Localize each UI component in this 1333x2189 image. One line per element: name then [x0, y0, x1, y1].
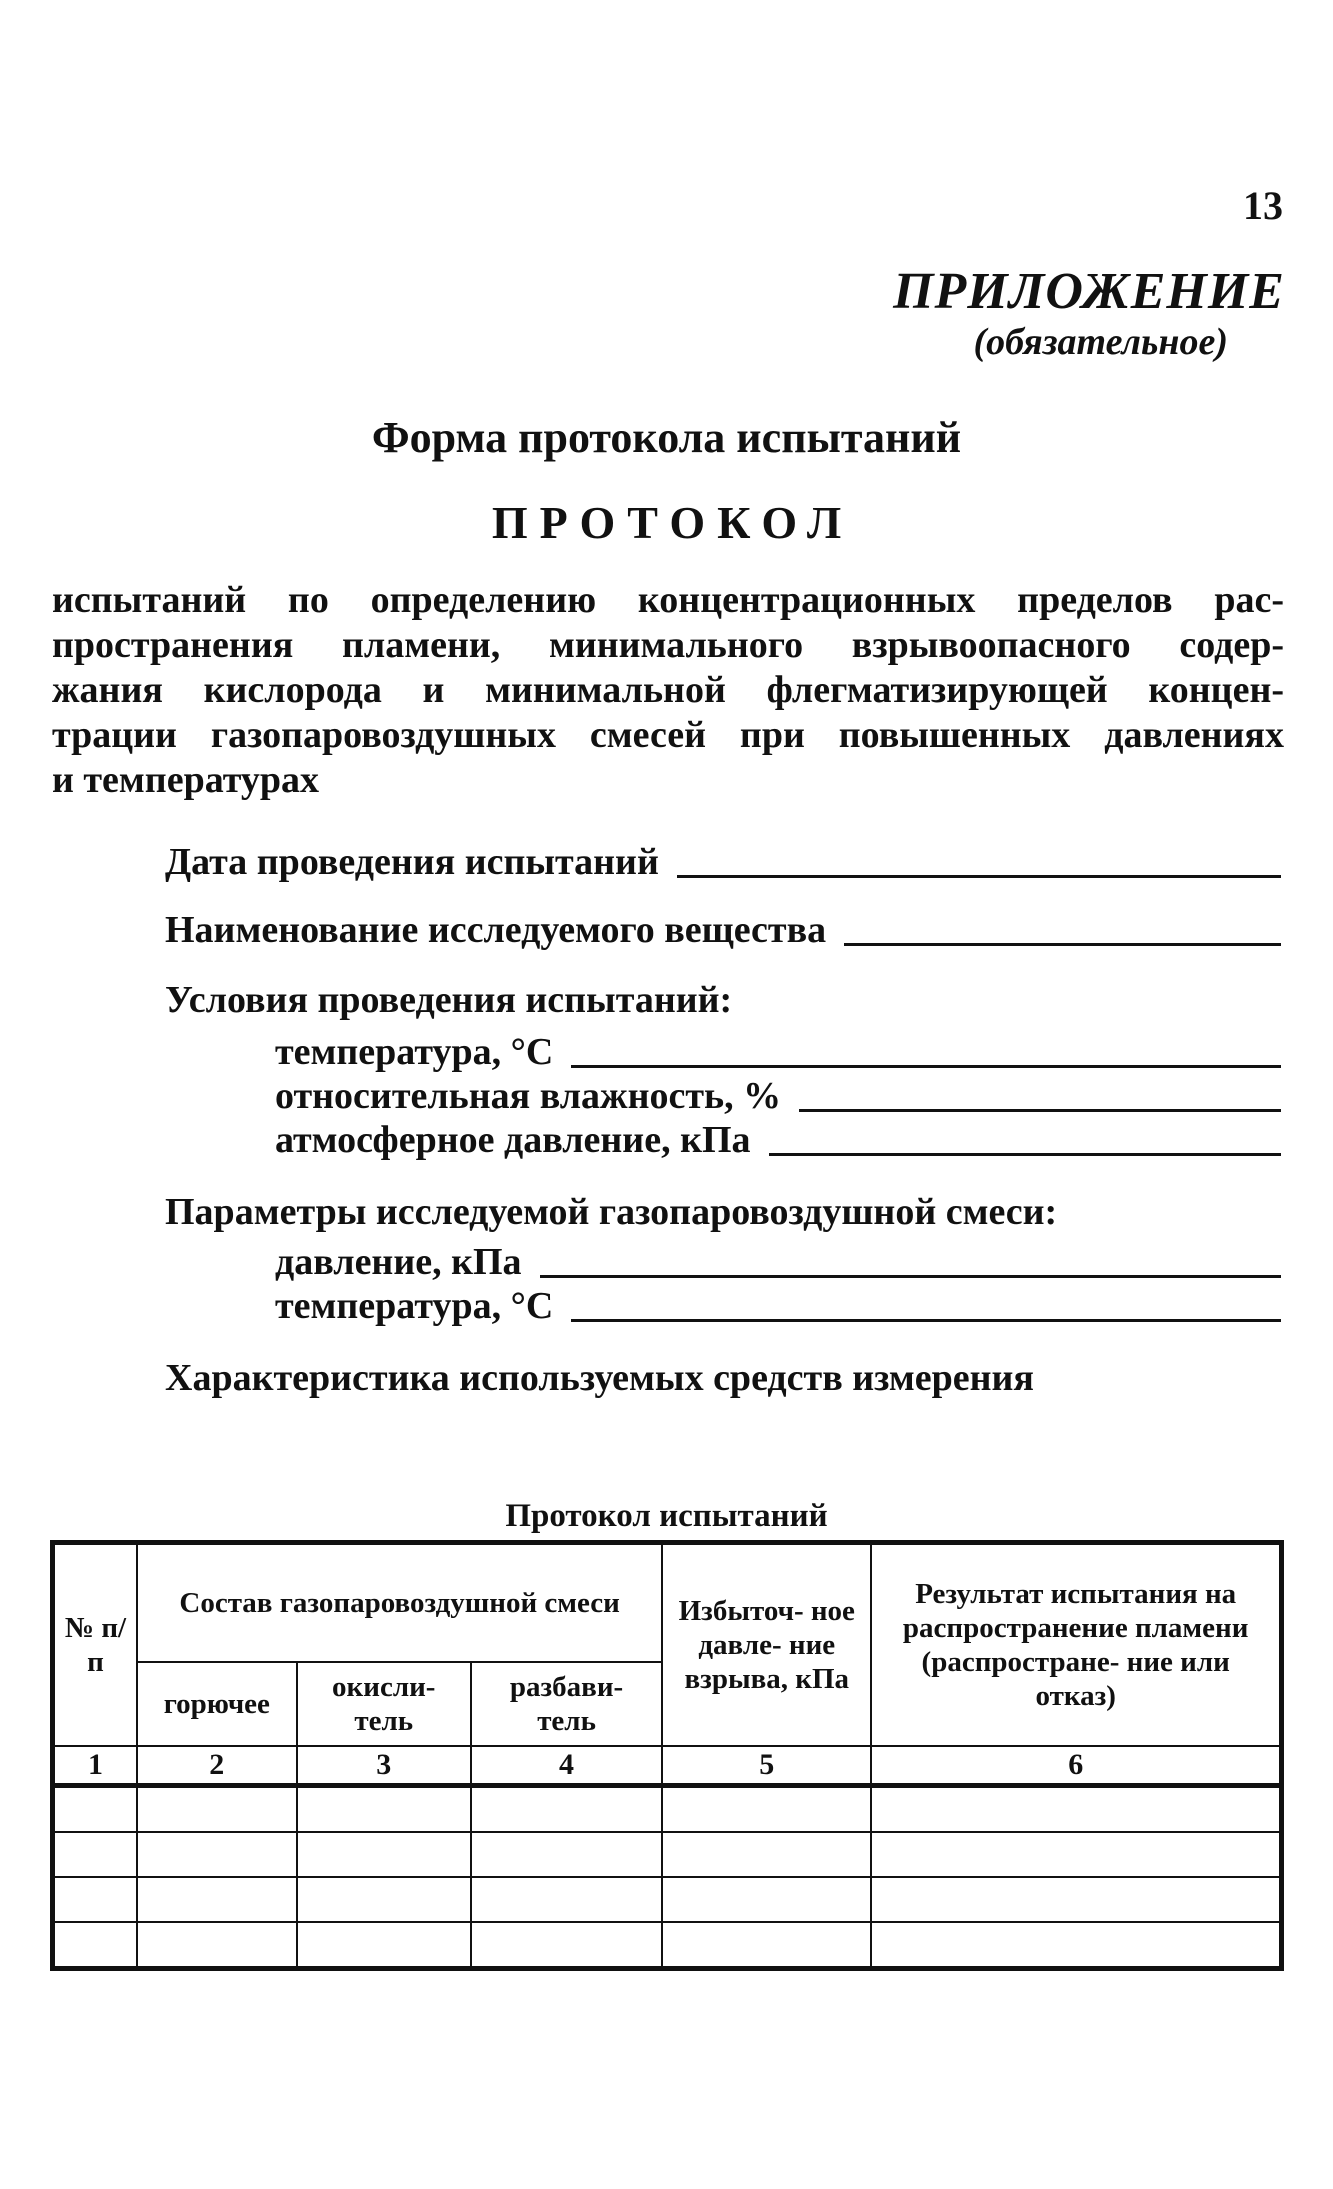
table-cell[interactable] — [471, 1922, 662, 1969]
mixture-pressure-blank[interactable] — [540, 1275, 1281, 1278]
condition-pressure-label: атмосферное давление, кПа — [275, 1119, 751, 1161]
description-line: и температурах — [52, 759, 320, 801]
substance-name-label: Наименование исследуемого вещества — [165, 909, 827, 951]
instruments-label: Характеристика используемых средств измерения — [165, 1357, 1034, 1399]
conditions-heading: Условия проведения испытаний: — [165, 979, 733, 1021]
appendix-title: ПРИЛОЖЕНИЕ — [893, 263, 1285, 320]
column-number: 5 — [662, 1746, 871, 1786]
table-cell[interactable] — [137, 1922, 297, 1969]
appendix-subtitle: (обязательное) — [973, 321, 1228, 363]
table-cell[interactable] — [471, 1786, 662, 1833]
condition-temperature-field — [275, 1026, 1281, 1074]
table-cell[interactable] — [662, 1786, 871, 1833]
table-header-row — [53, 1543, 1282, 1663]
substance-name-field — [165, 904, 1281, 952]
table-cell[interactable] — [53, 1832, 138, 1877]
results-table — [50, 1540, 1284, 1971]
table-cell[interactable] — [471, 1877, 662, 1922]
description-line: трации газопаровоздушных смесей при повышенных давлениях — [52, 714, 1284, 756]
table-cell[interactable] — [53, 1922, 138, 1969]
table-cell[interactable] — [137, 1877, 297, 1922]
condition-humidity-blank[interactable] — [799, 1109, 1281, 1112]
table-cell[interactable] — [53, 1877, 138, 1922]
description-line: жания кислорода и минимальной флегматизирующей концен- — [52, 669, 1284, 711]
table-caption: Протокол испытаний — [505, 1498, 828, 1534]
mixture-heading: Параметры исследуемой газопаровоздушной смеси: — [165, 1191, 1058, 1233]
description-line: испытаний по определению концентрационных пределов рас- — [52, 579, 1284, 621]
mixture-pressure-field — [275, 1236, 1281, 1284]
condition-temperature-label: температура, °С — [275, 1031, 554, 1073]
table-row — [53, 1877, 1282, 1922]
protocol-heading: ПРОТОКОЛ — [491, 497, 854, 548]
table-cell[interactable] — [871, 1832, 1281, 1877]
header-composition: Состав газопаровоздушной смеси — [137, 1543, 662, 1663]
table-cell[interactable] — [297, 1922, 471, 1969]
condition-pressure-field — [275, 1114, 1281, 1162]
form-title: Форма протокола испытаний — [371, 413, 962, 462]
table-cell[interactable] — [871, 1922, 1281, 1969]
table-cell[interactable] — [297, 1786, 471, 1833]
column-number: 1 — [53, 1746, 138, 1786]
header-number: № п/п — [53, 1543, 138, 1747]
table-cell[interactable] — [662, 1877, 871, 1922]
table-cell[interactable] — [297, 1877, 471, 1922]
condition-pressure-blank[interactable] — [769, 1153, 1281, 1156]
table-cell[interactable] — [662, 1922, 871, 1969]
header-overpressure: Избыточ- ное давле- ние взрыва, кПа — [662, 1543, 871, 1747]
table-row — [53, 1922, 1282, 1969]
protocol-description — [52, 578, 1284, 803]
mixture-temperature-label: температура, °С — [275, 1285, 554, 1327]
column-number: 2 — [137, 1746, 297, 1786]
header-fuel: горючее — [137, 1662, 297, 1746]
column-number: 4 — [471, 1746, 662, 1786]
header-result: Результат испытания на распространение пламени (распростране- ние или отказ) — [871, 1543, 1281, 1747]
mixture-temperature-blank[interactable] — [571, 1319, 1281, 1322]
header-oxidizer: окисли- тель — [297, 1662, 471, 1746]
table-cell[interactable] — [137, 1786, 297, 1833]
table-cell[interactable] — [871, 1786, 1281, 1833]
mixture-pressure-label: давление, кПа — [275, 1241, 522, 1283]
table-cell[interactable] — [297, 1832, 471, 1877]
table-cell[interactable] — [137, 1832, 297, 1877]
table-row — [53, 1832, 1282, 1877]
table-cell[interactable] — [471, 1832, 662, 1877]
column-numbers-row — [53, 1746, 1282, 1786]
column-number: 6 — [871, 1746, 1281, 1786]
table-cell[interactable] — [53, 1786, 138, 1833]
substance-name-blank[interactable] — [844, 943, 1281, 946]
test-date-field — [165, 836, 1281, 884]
table-cell[interactable] — [871, 1877, 1281, 1922]
condition-humidity-field — [275, 1070, 1281, 1118]
page-number: 13 — [1243, 183, 1283, 228]
table-row — [53, 1786, 1282, 1833]
column-number: 3 — [297, 1746, 471, 1786]
header-diluent: разбави- тель — [471, 1662, 662, 1746]
test-date-blank[interactable] — [677, 875, 1281, 878]
table-cell[interactable] — [662, 1832, 871, 1877]
description-line: пространения пламени, минимального взрывоопасного содер- — [52, 624, 1284, 666]
condition-temperature-blank[interactable] — [571, 1065, 1281, 1068]
mixture-temperature-field — [275, 1280, 1281, 1328]
condition-humidity-label: относительная влажность, % — [275, 1075, 782, 1117]
test-date-label: Дата проведения испытаний — [165, 841, 659, 883]
